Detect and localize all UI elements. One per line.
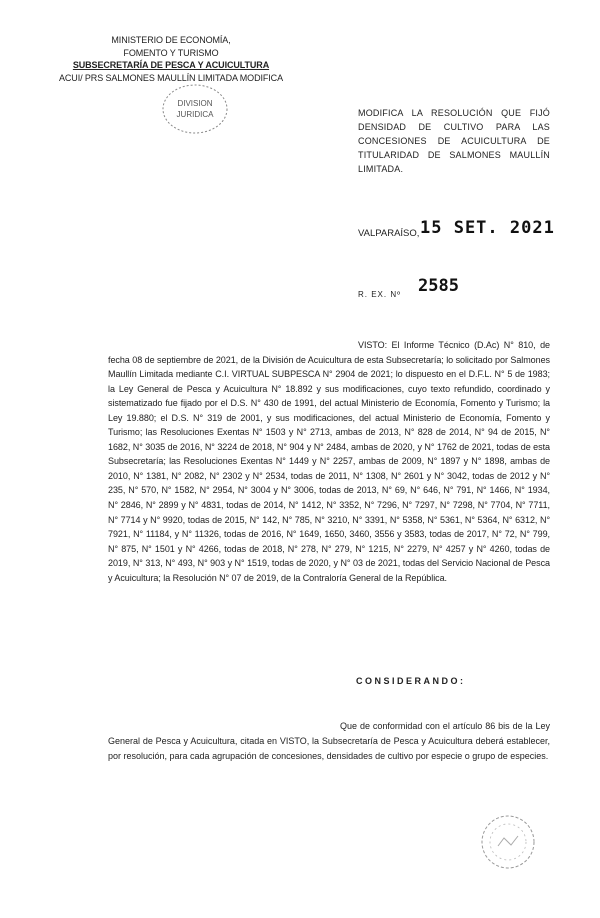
letterhead-ministry-2: FOMENTO Y TURISMO xyxy=(123,47,219,58)
stamp-division-line2: JURIDICA xyxy=(176,110,214,119)
rex-label: R. EX. Nº xyxy=(358,290,402,299)
date-stamp: 15 SET. 2021 xyxy=(420,218,555,238)
resolution-title: MODIFICA LA RESOLUCIÓN QUE FIJÓ DENSIDAD DE CULTIVO PARA LAS CONCESIONES DE ACUICULTURA DE TITULARIDAD DE SALMONES MAULLÍN LIMITADA. xyxy=(358,108,550,174)
letterhead-subsecretaria: SUBSECRETARÍA DE PESCA Y ACUICULTURA xyxy=(72,60,270,70)
considerando-heading: CONSIDERANDO: xyxy=(356,676,466,686)
letterhead-reference: ACUI/ PRS SALMONES MAULLÍN LIMITADA MODIFICA xyxy=(59,72,283,83)
considerando-paragraph: Que de conformidad con el artículo 86 bis de la Ley General de Pesca y Acuicultura, citada en VISTO, la Subsecretaría de Pesca y Acuicultura deberá establecer, por resolución, para cada agrupación de concesiones, densidades de cultivo por especie o grupo de especies. xyxy=(108,721,550,761)
stamp-division-line1: DIVISION xyxy=(177,99,213,108)
letterhead xyxy=(56,34,286,84)
division-juridica-stamp xyxy=(160,82,230,136)
place-label: VALPARAÍSO, xyxy=(358,228,420,239)
visto-paragraph: VISTO: El Informe Técnico (D.Ac) N° 810, de fecha 08 de septiembre de 2021, de la División de Acuicultura de esta Subsecretaría; lo solicitado por Salmones Maullín Limitada mediante C.I. VIRTUAL SUBPESCA N° 2904 de 2021; lo dispuesto en el D.F.L. N° 5 de 1983; la Ley General de Pesca y Acuicultura N° 18.892 y sus modificaciones, cuyo texto refundido, coordinado y sistematizado fue fijado por el D.S. N° 430 de 1991, del actual Ministerio de Economía, Fomento y Turismo; la Ley 19.880; el D.S. N° 319 de 2001, y sus modificaciones, del actual Ministerio de Economía, Fomento y Turismo; las Resoluciones Exentas N° 1503 y N° 2713, ambas de 2013, N° 828 de 2014, N° 94 de 2015, N° 1682, N° 3035 de 2016, N° 3224 de 2018, N° 904 y N° 2484, ambas de 2020, y N° 1762 de 2021, todas de esta Subsecretaría; las Resoluciones Exentas N° 1449 y N° 2257, ambas de 2009, N° 1897 y N° 1898, ambas de 2010, N° 1381, N° 2082, N° 2302 y N° 2534, todas de 2011, N° 1308, N° 2601 y N° 3042, todas de 2012 y N° 235, N° 570, N° 1582, N° 2954, N° 3004 y N° 3006, todas de 2013, N° 69, N° 646, N° 791, N° 1466, N° 1934, N° 2846, N° 2899 y N° 4831, todas de 2014, N° 1412, N° 3352, N° 7296, N° 7297, N° 7298, N° 7704, N° 7711, N° 7714 y N° 9920, todas de 2015, N° 142, N° 785, N° 3210, N° 3391, N° 5358, N° 5361, N° 5364, N° 6312, N° 7921, N° 11184, y N° 11326, todas de 2016, N° 1649, 1650, 3460, 3556 y 3583, todas de 2017, N° 72, N° 799, N° 875, N° 1501 y N° 4266, todas de 2018, N° 278, N° 279, N° 1215, N° 2279, N° 4257 y N° 4260, todas de 2019, N° 313, N° 493, N° 903 y N° 1519, todas de 2020, y N° 03 de 2021, todas del Servicio Nacional de Pesca y Acuicultura; la Resolución N° 07 de 2019, de la Contraloría General de la República. xyxy=(108,340,550,583)
round-seal-stamp xyxy=(478,812,538,872)
letterhead-ministry: MINISTERIO DE ECONOMÍA, xyxy=(111,35,231,45)
rex-number: 2585 xyxy=(418,276,459,296)
